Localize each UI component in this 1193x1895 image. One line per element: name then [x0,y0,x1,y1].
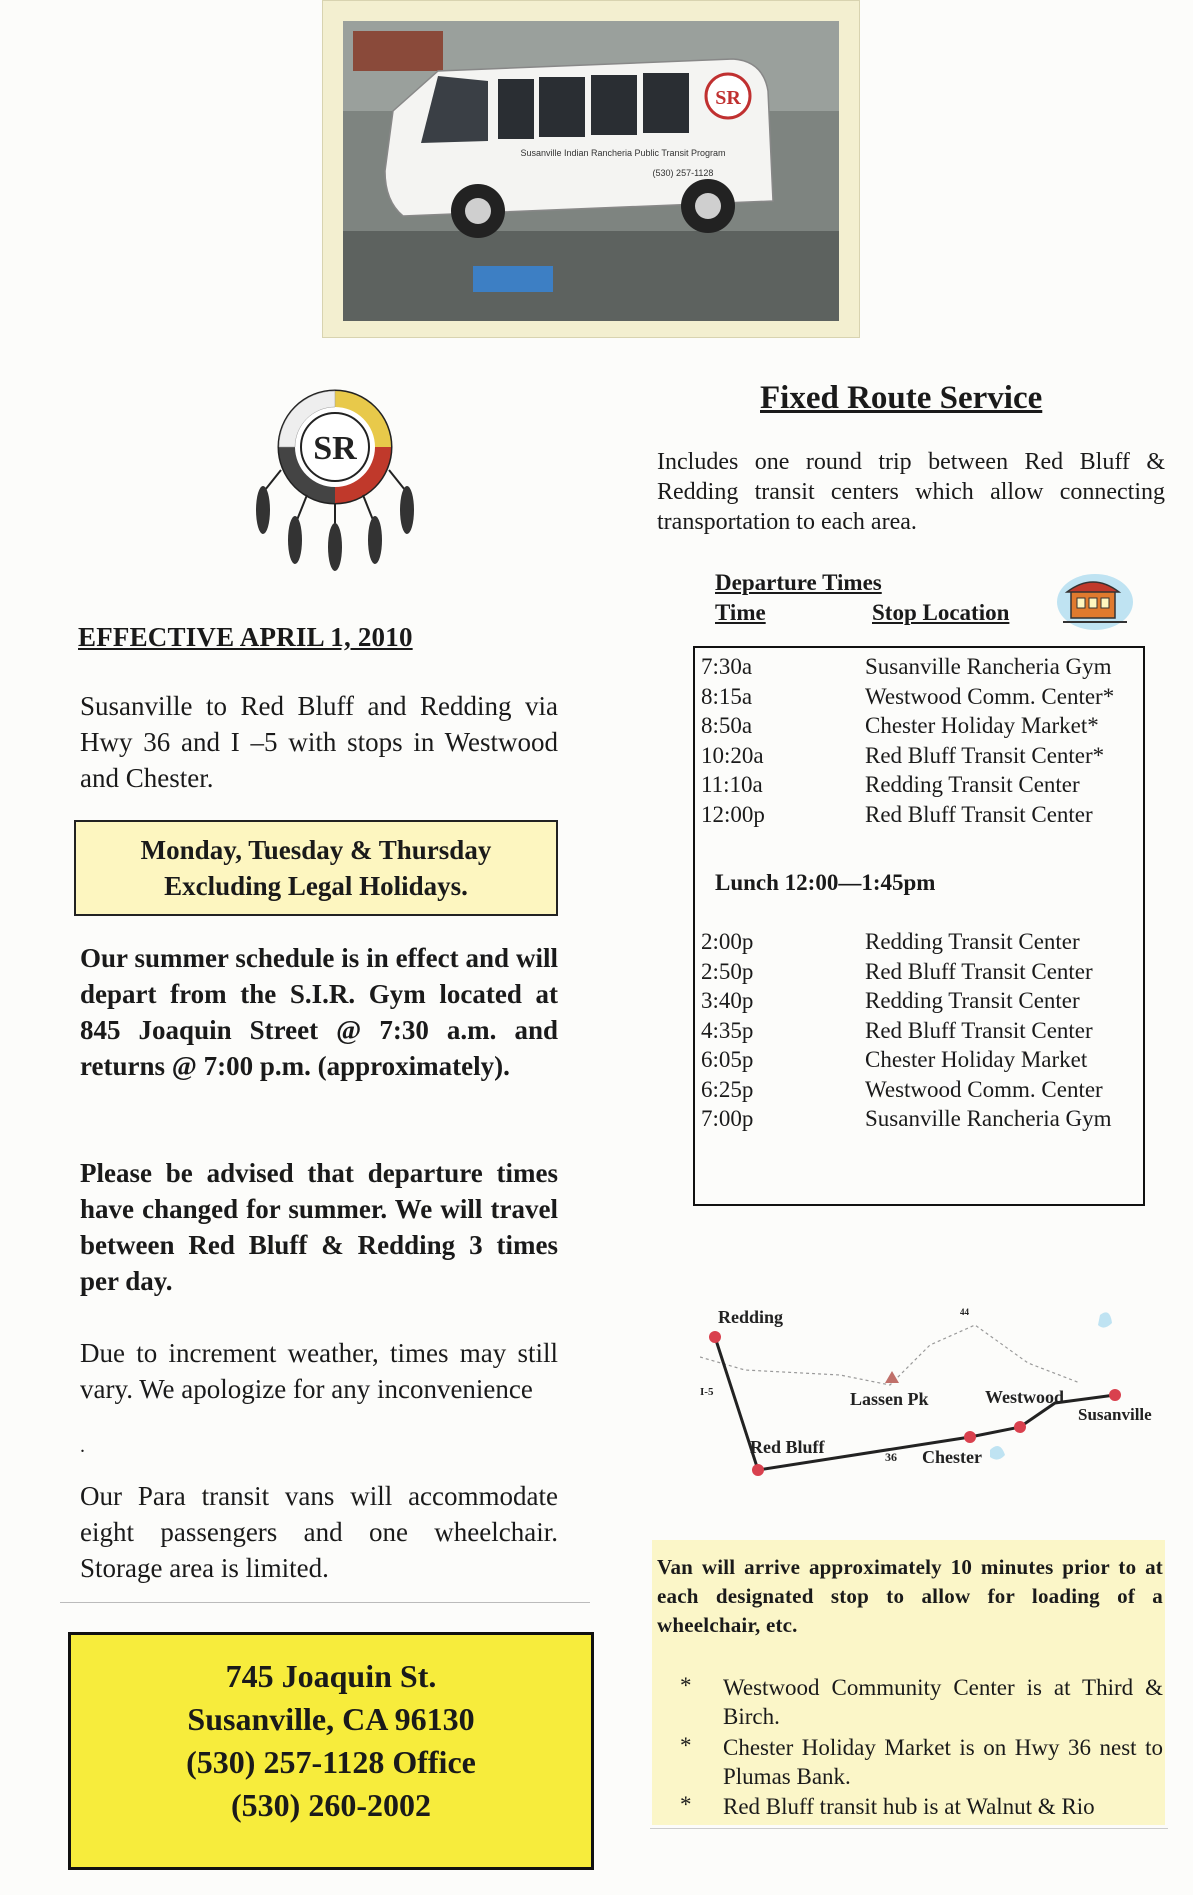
departure-time: 12:00p [701,801,765,827]
summer-schedule-text: Our summer schedule is in effect and will depart from the S.I.R. Gym located at 845 Joaquin Street @ 7:30 a.m. and returns @ 7:00 p.m. (approximately). [80,943,558,1081]
route-summary: Includes one round trip between Red Bluff & Redding transit centers which allow connecting transportation to each area. [657,449,1165,535]
map-label-i5: I-5 [700,1386,714,1398]
sir-logo [235,385,435,585]
route-description: Susanville to Red Bluff and Redding via Hwy 36 and I –5 with stops in Westwood and Chester. [80,691,558,793]
service-days: Monday, Tuesday & Thursday [140,835,492,865]
schedule-row [695,1106,1143,1136]
stop-location: Westwood Comm. Center [865,1076,1103,1102]
map-label-susanville: Susanville [1078,1405,1152,1424]
departure-time: 2:00p [701,929,754,954]
map-label-red-bluff: Red Bluff [750,1437,825,1457]
stop-location: Susanville Rancheria Gym [865,1106,1112,1131]
address-box [68,1632,594,1870]
holiday-note: Excluding Legal Holidays. [164,871,468,901]
schedule-row [695,713,1143,743]
note-star-1: * [680,1673,692,1698]
schedule-row [695,772,1143,802]
departure-time: 2:50p [701,958,754,984]
stop-column-header: Stop Location [872,600,1010,625]
map-label-hwy36: 36 [885,1450,897,1464]
note-star-3: * [680,1792,692,1817]
secondary-phone: (530) 260-2002 [231,1787,431,1823]
effective-date-heading: EFFECTIVE APRIL 1, 2010 [78,622,413,652]
paratransit-text: Our Para transit vans will accommodate eight passengers and one wheelchair. Storage area is limited. [80,1481,558,1583]
lunch-break: Lunch 12:00—1:45pm [715,870,936,895]
schedule-row [695,1018,1143,1048]
bus-logo-text: SR [715,87,741,109]
bus-phone-text: (530) 257-1128 [652,168,714,178]
note-star-2: * [680,1733,692,1758]
schedule-row [695,802,1143,832]
departure-change-text: Please be advised that departure times have changed for summer. We will travel between Red Bluff & Redding 3 times per day. [80,1158,558,1296]
address-city: Susanville, CA 96130 [187,1701,475,1737]
departure-time: 7:30a [701,654,753,679]
schedule-row [695,684,1143,714]
weather-notice: Due to increment weather, times may still vary. We apologize for any inconvenience [80,1338,558,1404]
stop-location: Chester Holiday Market* [865,713,1099,738]
stop-location: Red Bluff Transit Center [865,801,1093,827]
departure-time: 8:15a [701,683,753,709]
stray-period: . [80,1435,85,1457]
stop-location: Chester Holiday Market [865,1047,1088,1072]
bus-stop-icon [1055,568,1135,633]
bus-photo [322,0,860,338]
service-days-box [74,820,558,916]
address-street: 745 Joaquin St. [225,1658,437,1694]
departure-time: 8:50a [701,713,753,738]
schedule-row [695,654,1143,684]
note-chester: Chester Holiday Market is on Hwy 36 nest to Plumas Bank. [723,1735,1163,1789]
schedule-row [695,929,1143,959]
bus-side-text: Susanville Indian Rancheria Public Transit Program [520,148,726,158]
stop-location: Red Bluff Transit Center [865,958,1093,984]
departure-time: 6:05p [701,1047,754,1072]
office-phone: (530) 257-1128 Office [186,1744,476,1780]
schedule-row [695,1077,1143,1107]
stop-location: Redding Transit Center [865,772,1080,797]
schedule-row [695,1047,1143,1077]
fixed-route-title: Fixed Route Service [760,380,1043,416]
map-label-chester: Chester [922,1447,982,1467]
map-label-redding: Redding [718,1307,784,1327]
logo-letters: SR [313,430,357,467]
divider [60,1602,590,1603]
schedule-row [695,959,1143,989]
departure-times-heading: Departure Times [715,570,882,595]
map-label-westwood: Westwood [985,1387,1065,1407]
departure-time: 7:00p [701,1106,754,1131]
note-westwood: Westwood Community Center is at Third & Birch. [723,1675,1163,1729]
schedule-row [695,743,1143,773]
stop-location: Red Bluff Transit Center [865,1017,1093,1043]
divider [650,1828,1168,1829]
stop-location: Redding Transit Center [865,929,1080,954]
schedule-row [695,988,1143,1018]
map-label-lassen: Lassen Pk [850,1389,929,1409]
van-arrival-note: Van will arrive approximately 10 minutes prior to at each designated stop to allow for loading of a wheelchair, etc. [657,1555,1163,1637]
stop-location: Red Bluff Transit Center* [865,742,1105,768]
stop-location: Redding Transit Center [865,988,1080,1013]
stop-location: Susanville Rancheria Gym [865,654,1112,679]
map-label-hwy44: 44 [960,1307,969,1317]
route-map [700,1285,1170,1505]
departure-time: 4:35p [701,1017,754,1043]
departure-time: 10:20a [701,742,764,768]
note-red-bluff: Red Bluff transit hub is at Walnut & Rio [723,1794,1095,1819]
schedule-table [693,646,1145,1206]
time-column-header: Time [715,600,766,625]
departure-time: 11:10a [701,772,763,797]
departure-time: 6:25p [701,1076,754,1102]
departure-time: 3:40p [701,988,754,1013]
stop-location: Westwood Comm. Center* [865,683,1115,709]
